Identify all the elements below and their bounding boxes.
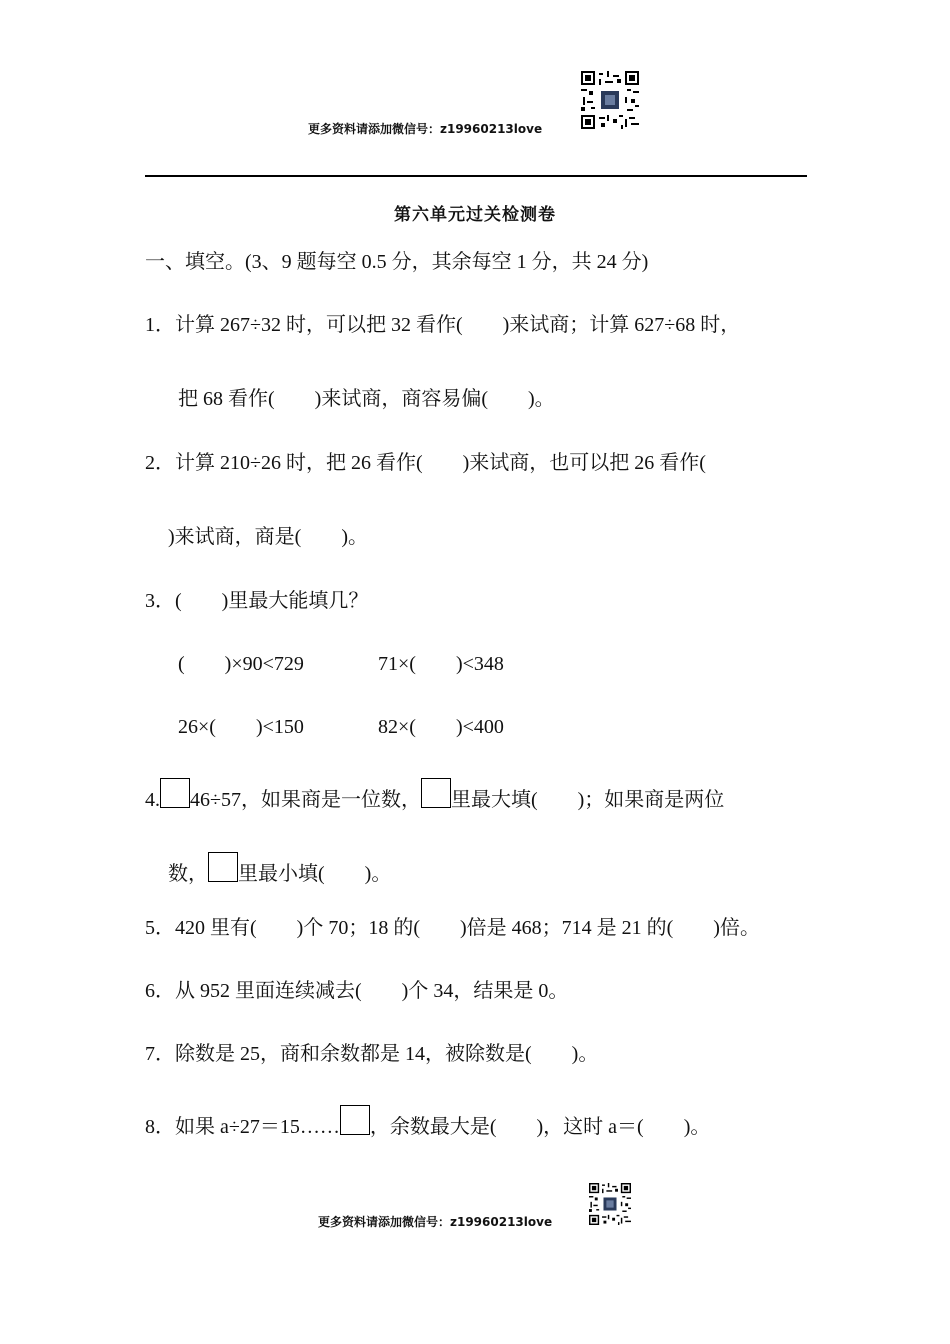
question-4-number: 4. (145, 789, 160, 811)
question-3-item-b: 71×( )<348 (378, 653, 504, 675)
section-heading: 一、填空。(3、9 题每空 0.5 分，其余每空 1 分，共 24 分) (145, 251, 649, 273)
question-7: 7．除数是 25，商和余数都是 14，被除数是( )。 (145, 1043, 599, 1065)
question-3-item-a: ( )×90<729 (178, 653, 304, 675)
question-3-item-d: 82×( )<400 (378, 716, 504, 738)
question-4-text-3: 数， (168, 863, 208, 885)
question-1-line-1: 1．计算 267÷32 时，可以把 32 看作( )来试商；计算 627÷68 时， (145, 314, 741, 336)
question-8-text-2: ，余数最大是( )，这时 a＝( )。 (369, 1116, 711, 1138)
header-contact-text: 更多资料请添加微信号：z19960213love (308, 122, 543, 136)
question-3-item-c: 26×( )<150 (178, 716, 304, 738)
page-title: 第六单元过关检测卷 (394, 205, 556, 225)
question-4-text-1: 46÷57，如果商是一位数， (190, 789, 421, 811)
question-4-line-2 (168, 852, 391, 886)
question-4-text-2: 里最大填( )；如果商是两位 (450, 789, 725, 811)
question-2-line-2: )来试商，商是( )。 (168, 526, 368, 548)
qr-code-icon (581, 71, 639, 129)
blank-box (340, 1105, 370, 1135)
question-2-line-1: 2．计算 210÷26 时，把 26 看作( )来试商，也可以把 26 看作( (145, 452, 706, 474)
question-1-line-2: 把 68 看作( )来试商，商容易偏( )。 (178, 388, 555, 410)
blank-box (421, 778, 451, 808)
qr-code-icon (589, 1183, 631, 1225)
question-4-line-1 (145, 778, 724, 812)
blank-box (208, 852, 238, 882)
header-divider (145, 175, 807, 177)
question-5: 5．420 里有( )个 70；18 的( )倍是 468；714 是 21 的( )倍。 (145, 917, 760, 939)
footer-contact-text: 更多资料请添加微信号：z19960213love (318, 1215, 553, 1229)
blank-box (160, 778, 190, 808)
question-3-line-1: 3．( )里最大能填几？ (145, 590, 369, 612)
question-6: 6．从 952 里面连续减去( )个 34，结果是 0。 (145, 980, 569, 1002)
question-8-text-1: 8．如果 a÷27＝15…… (145, 1116, 340, 1138)
question-8 (145, 1105, 710, 1139)
question-4-text-4: 里最小填( )。 (238, 863, 392, 885)
